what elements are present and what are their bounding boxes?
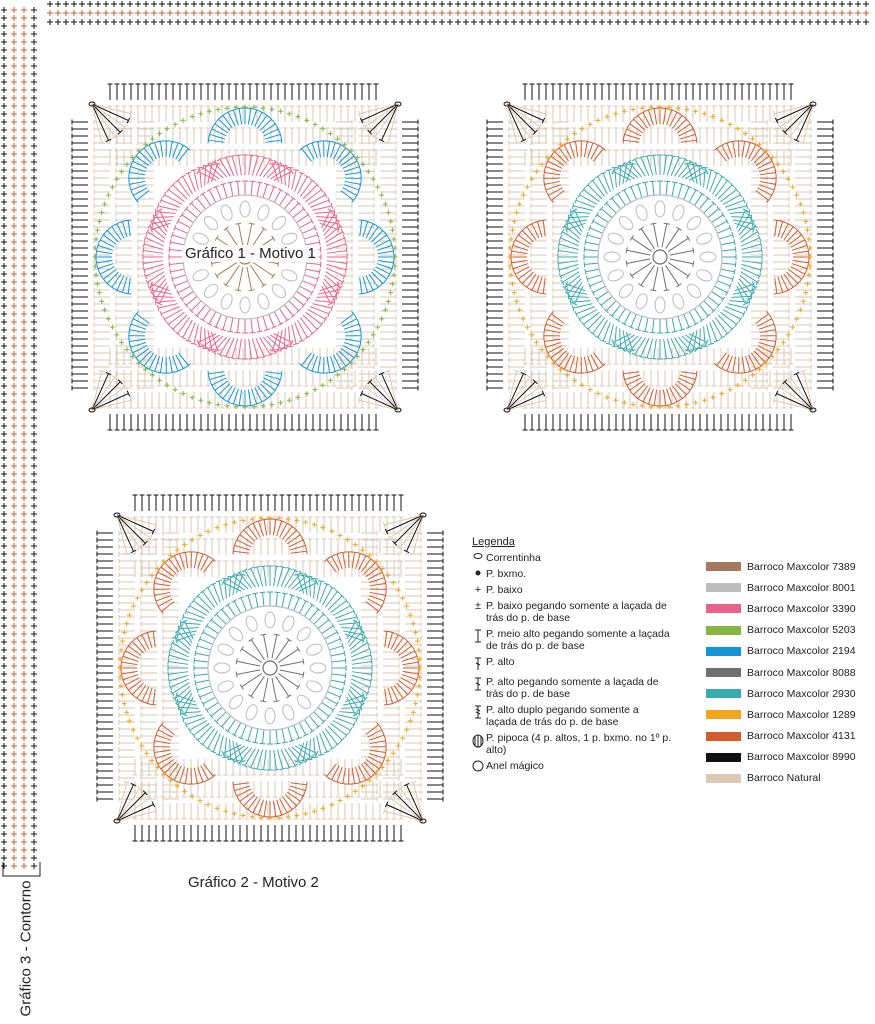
legend-label: P. alto xyxy=(486,656,515,668)
treble-back-loop-icon xyxy=(472,704,484,720)
color-swatch xyxy=(706,562,741,571)
legend-item xyxy=(472,584,672,596)
legend-item xyxy=(472,600,672,624)
chart-3-title: Gráfico 3 - Contorno xyxy=(17,880,35,1017)
legend-item xyxy=(472,628,672,652)
magic-ring-icon xyxy=(472,760,484,772)
chart-1-title: Gráfico 1 - Motivo 1 xyxy=(182,245,319,262)
color-label: Barroco Maxcolor 8088 xyxy=(747,666,856,679)
color-label: Barroco Maxcolor 4131 xyxy=(747,730,856,743)
sc-back-loop-icon: ± xyxy=(474,600,482,612)
color-swatch xyxy=(706,774,741,783)
color-row xyxy=(706,683,871,704)
legend-label: Anel mágico xyxy=(486,760,544,772)
color-row xyxy=(706,704,871,725)
legend-title: Legenda xyxy=(472,536,515,548)
color-swatch xyxy=(706,626,741,635)
color-label: Barroco Maxcolor 8001 xyxy=(747,581,856,594)
color-swatch xyxy=(706,710,741,719)
color-row xyxy=(706,620,871,641)
chain-icon xyxy=(472,552,484,560)
legend-label: P. alto duplo pegando somente a laçada de trás do p. de base xyxy=(486,704,639,728)
hdc-back-loop-icon xyxy=(472,628,484,644)
slip-stitch-icon xyxy=(472,568,484,578)
legend-item xyxy=(472,656,672,672)
legend-label: P. alto pegando somente a laçada de trás do p. de base xyxy=(486,676,659,700)
legend-label: P. pipoca (4 p. altos, 1 p. bxmo. no 1º p. alto) xyxy=(486,732,672,756)
color-label: Barroco Maxcolor 5203 xyxy=(747,624,856,637)
color-swatch xyxy=(706,647,741,656)
color-row xyxy=(706,556,871,577)
legend-label: P. baixo xyxy=(486,584,523,596)
legend-item xyxy=(472,704,672,728)
color-key xyxy=(706,556,871,789)
color-label: Barroco Maxcolor 3390 xyxy=(747,602,856,615)
color-label: Barroco Maxcolor 7389 xyxy=(747,560,856,573)
color-label: Barroco Maxcolor 8990 xyxy=(747,751,856,764)
color-swatch xyxy=(706,753,741,762)
dc-back-loop-icon xyxy=(472,676,484,692)
legend-item xyxy=(472,676,672,700)
legend-item xyxy=(472,732,672,756)
legend xyxy=(472,536,672,776)
legend-item xyxy=(472,760,672,772)
legend-label: P. bxmo. xyxy=(486,568,527,580)
legend-item xyxy=(472,568,672,580)
color-label: Barroco Maxcolor 2194 xyxy=(747,645,856,658)
chart-2-title: Gráfico 2 - Motivo 2 xyxy=(188,874,319,891)
single-crochet-icon: + xyxy=(474,584,482,596)
legend-item xyxy=(472,552,672,564)
color-label: Barroco Natural xyxy=(747,772,821,785)
double-crochet-icon xyxy=(472,656,484,672)
color-row xyxy=(706,598,871,619)
color-swatch xyxy=(706,689,741,698)
color-row xyxy=(706,641,871,662)
popcorn-icon xyxy=(472,732,484,748)
crochet-motif xyxy=(97,495,443,841)
color-swatch xyxy=(706,732,741,741)
color-swatch xyxy=(706,604,741,613)
color-label: Barroco Maxcolor 2930 xyxy=(747,687,856,700)
color-row xyxy=(706,662,871,683)
color-swatch xyxy=(706,583,741,592)
legend-label: P. meio alto pegando somente a laçada de trás do p. de base xyxy=(486,628,670,652)
color-label: Barroco Maxcolor 1289 xyxy=(747,708,856,721)
color-swatch xyxy=(706,668,741,677)
color-row xyxy=(706,577,871,598)
legend-label: Correntinha xyxy=(486,552,541,564)
color-row xyxy=(706,768,871,789)
legend-label: P. baixo pegando somente a laçada de trás do p. de base xyxy=(486,600,667,624)
color-row xyxy=(706,726,871,747)
crochet-motif xyxy=(487,84,833,430)
color-row xyxy=(706,747,871,768)
